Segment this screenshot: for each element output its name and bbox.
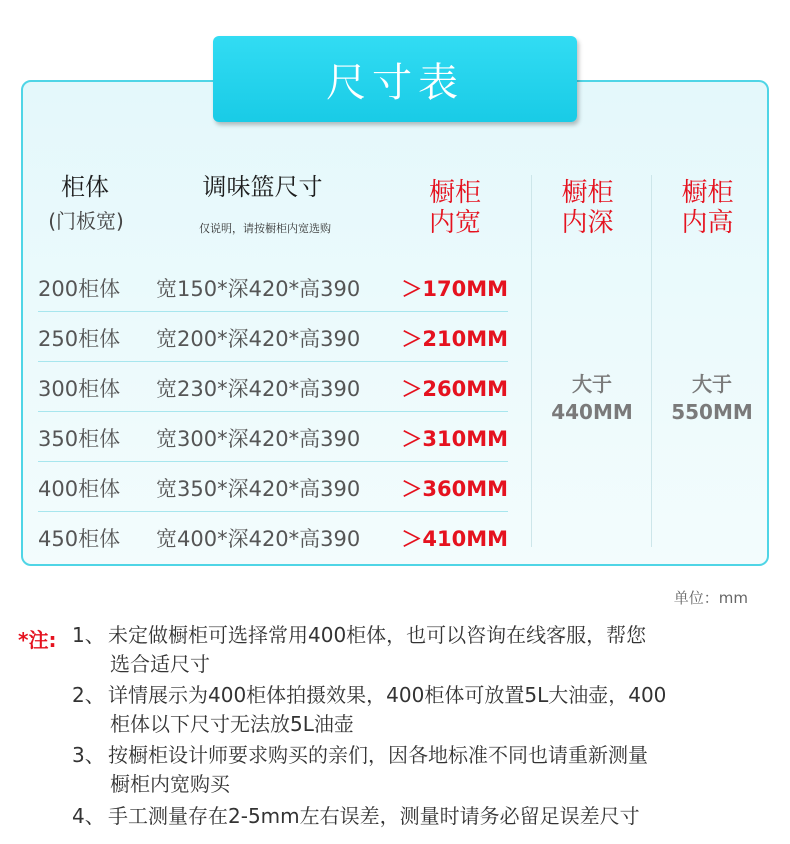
size-cell: 宽350*深420*高390: [156, 477, 361, 501]
inner-width-header: 橱柜 内宽: [428, 178, 481, 238]
basket-header: 调味篮尺寸: [202, 173, 323, 201]
table-row: [38, 313, 508, 363]
page-title: 尺寸表: [213, 36, 577, 122]
table-row: [38, 513, 508, 563]
basket-note: 仅说明，请按橱柜内宽选购: [199, 222, 331, 235]
size-cell: 宽400*深420*高390: [156, 527, 361, 551]
row-divider: [38, 511, 508, 512]
cabinet-cell: 450柜体: [38, 527, 121, 551]
unit-label: 单位：mm: [673, 589, 748, 607]
cabinet-cell: 350柜体: [38, 427, 121, 451]
width-requirement-cell: ＞310MM: [401, 427, 508, 451]
inner-height-value: 大于 550MM: [671, 372, 753, 424]
cabinet-subheader: (门板宽): [48, 209, 124, 233]
size-cell: 宽300*深420*高390: [156, 427, 361, 451]
width-requirement-cell: ＞410MM: [401, 527, 508, 551]
inner-height-header: 橱柜 内高: [681, 178, 734, 238]
inner-depth-header: 橱柜 内深: [561, 178, 614, 238]
width-requirement-cell: ＞260MM: [401, 377, 508, 401]
table-row: [38, 463, 508, 513]
cabinet-cell: 300柜体: [38, 377, 121, 401]
note-item: 3、 按橱柜设计师要求购买的亲们，因各地标准不同也请重新测量 橱柜内宽购买: [72, 743, 648, 796]
row-divider: [38, 361, 508, 362]
width-requirement-cell: ＞170MM: [401, 277, 508, 301]
cabinet-header: 柜体: [61, 173, 109, 201]
inner-depth-value: 大于 440MM: [551, 372, 633, 424]
row-divider: [38, 461, 508, 462]
note-label: *注:: [18, 628, 57, 652]
size-cell: 宽150*深420*高390: [156, 277, 361, 301]
cabinet-cell: 200柜体: [38, 277, 121, 301]
size-cell: 宽200*深420*高390: [156, 327, 361, 351]
cabinet-cell: 250柜体: [38, 327, 121, 351]
table-row: [38, 363, 508, 413]
row-divider: [38, 311, 508, 312]
note-item: 1、 未定做橱柜可选择常用400柜体，也可以咨询在线客服，帮您 选合适尺寸: [72, 623, 647, 676]
width-requirement-cell: ＞210MM: [401, 327, 508, 351]
column-divider: [531, 175, 532, 547]
width-requirement-cell: ＞360MM: [401, 477, 508, 501]
column-divider: [651, 175, 652, 547]
table-row: [38, 413, 508, 463]
row-divider: [38, 411, 508, 412]
note-item: 4、 手工测量存在2-5mm左右误差，测量时请务必留足误差尺寸: [72, 804, 640, 828]
note-item: 2、 详情展示为400柜体拍摄效果，400柜体可放置5L大油壶，400 柜体以下尺寸无法放5L油壶: [72, 683, 667, 736]
size-cell: 宽230*深420*高390: [156, 377, 361, 401]
cabinet-cell: 400柜体: [38, 477, 121, 501]
table-row: [38, 263, 508, 313]
